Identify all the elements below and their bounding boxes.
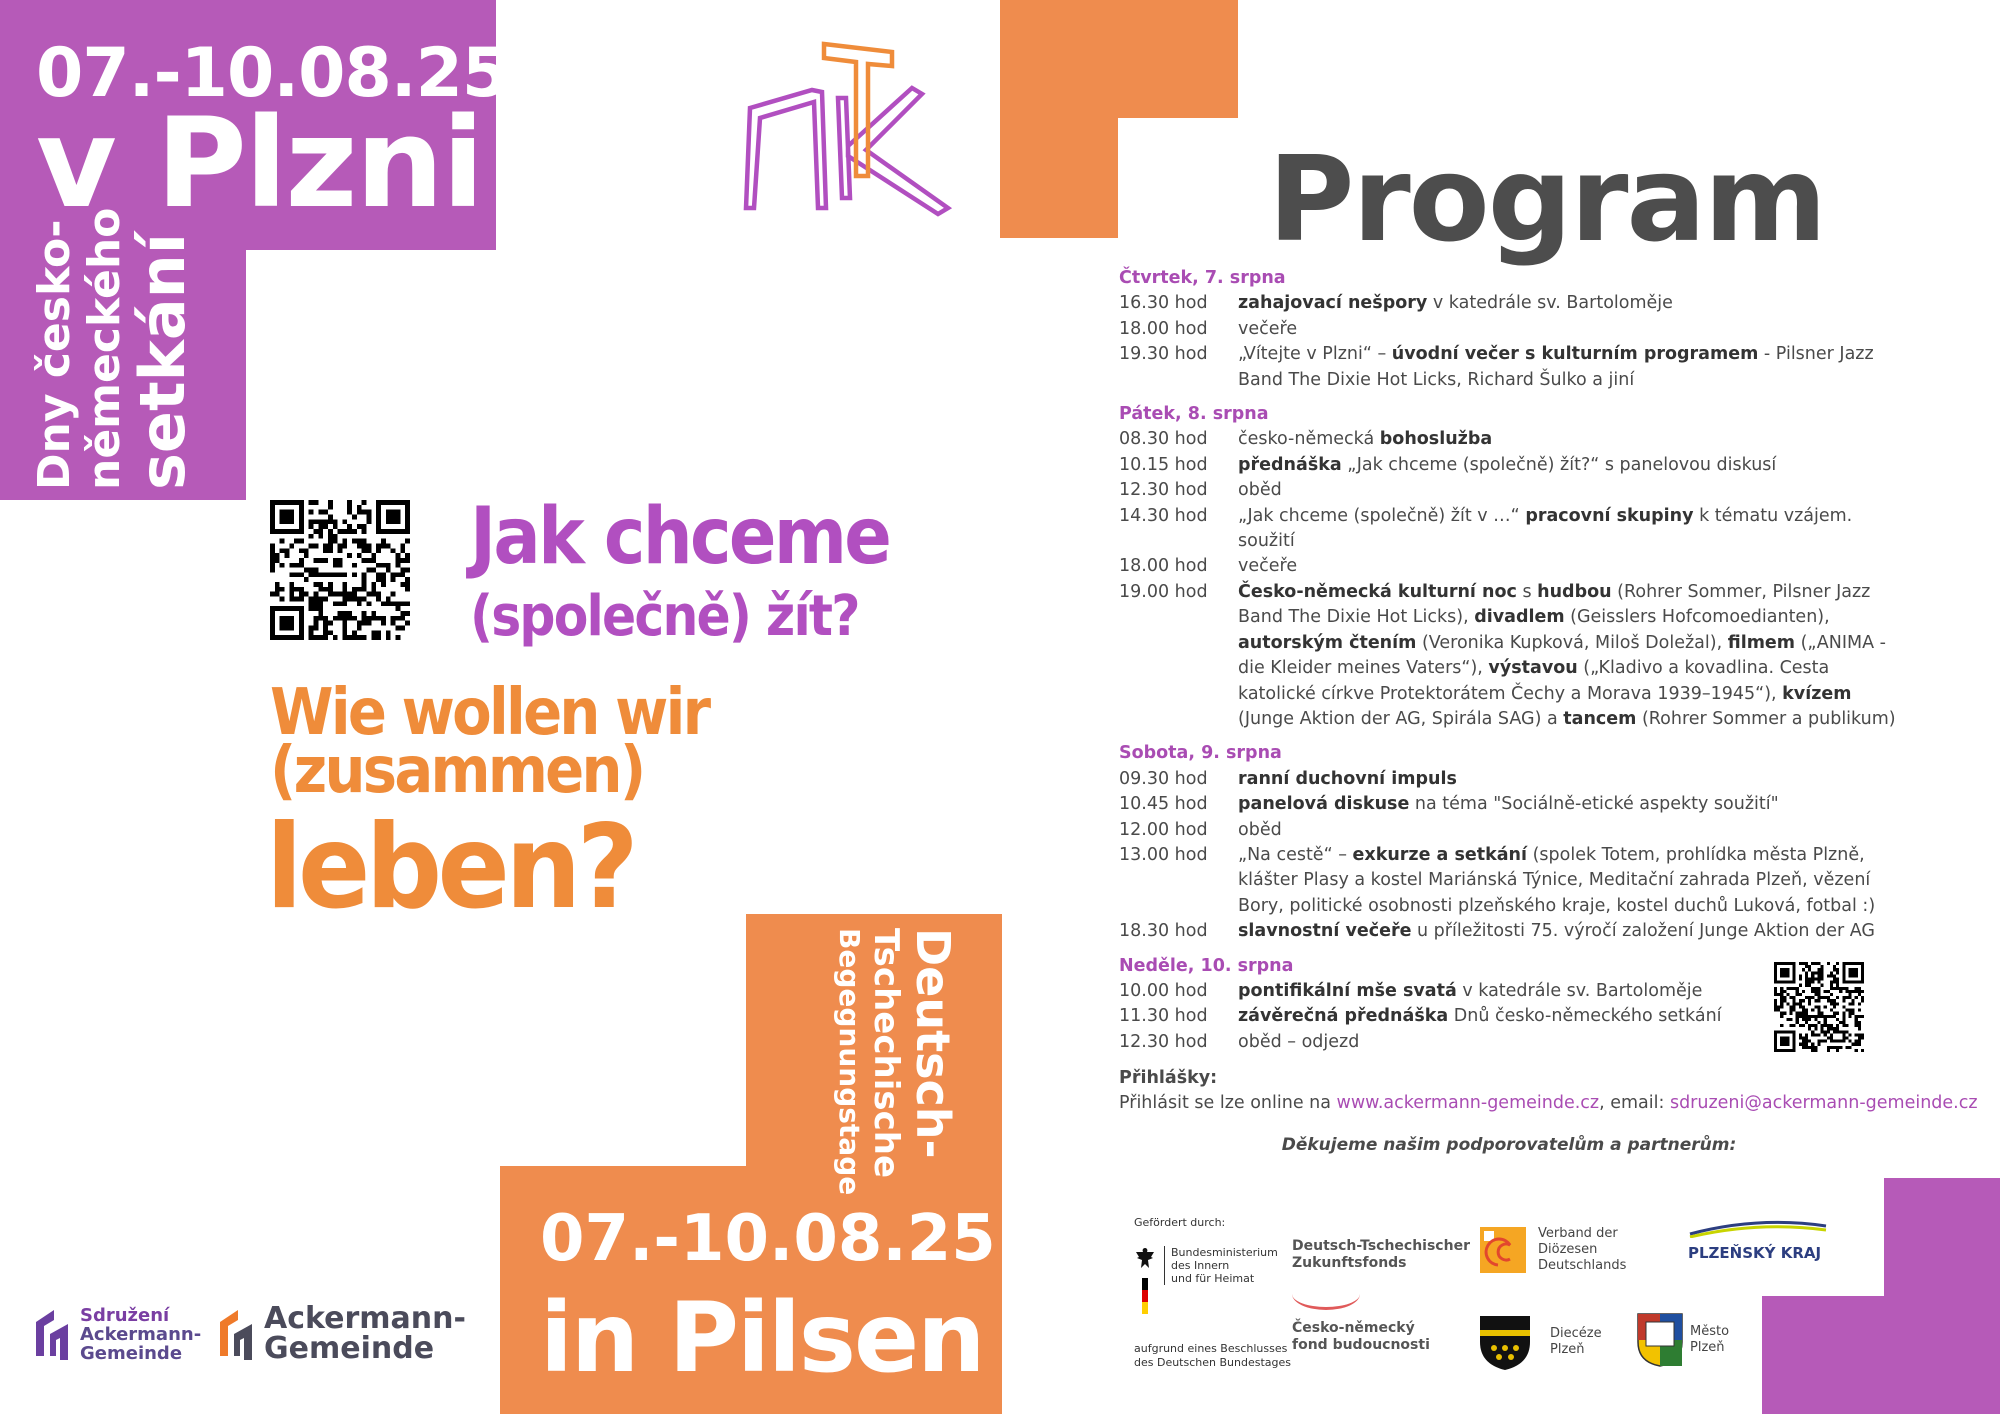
- registration-prefix: Přihlásit se lze online na: [1119, 1093, 1337, 1113]
- program-item-description: oběd: [1238, 480, 1282, 501]
- program-item: [1119, 767, 1899, 792]
- program-item: [1119, 504, 1899, 555]
- program-item: [1119, 478, 1899, 503]
- org2-line1: Ackermann-: [264, 1301, 466, 1336]
- plzensky-kraj-label: PLZEŇSKÝ KRAJ: [1688, 1244, 1822, 1262]
- sponsor-fond-budoucnosti: [1292, 1320, 1430, 1354]
- program-day-label: Sobota, 9. srpna: [1119, 743, 1282, 764]
- footer-vertical-title: [832, 928, 960, 1195]
- org-logo-ackermann: [216, 1301, 466, 1366]
- sponsor-diecze-plzen: [1478, 1312, 1602, 1372]
- program-item-time: 18.00 hod: [1119, 318, 1208, 339]
- program-item-time: 19.00 hod: [1119, 581, 1208, 602]
- program-item: [1119, 554, 1899, 579]
- program-item: [1119, 317, 1899, 342]
- cnf-line2: fond budoucnosti: [1292, 1337, 1430, 1353]
- bmi-line1: Bundesministerium: [1171, 1246, 1278, 1259]
- program-item-time: 08.30 hod: [1119, 429, 1208, 450]
- slogan-de-line2: (zusammen): [270, 734, 644, 808]
- program-item: [1119, 342, 1899, 393]
- slogan-de-line3: leben?: [266, 800, 635, 935]
- program-item-description: večeře: [1238, 556, 1298, 577]
- bundestag-line2: des Deutschen Bundestages: [1134, 1356, 1291, 1369]
- program-item-time: 09.30 hod: [1119, 768, 1208, 789]
- diocese-shield-icon: [1478, 1312, 1532, 1372]
- ag-mark-icon: [216, 1304, 258, 1364]
- program-item-description: „Na cestě“ – exkurze a setkání (spolek Totem, prohlídka města Plzně, klášter Plasy a kostel Mariánská Týnice, Meditační zahrada Plzeň, vězení Bory, politické osobnosti plzeňského kraje, kostel duchů Luková, fotbal :): [1238, 844, 1876, 916]
- sponsor-bmi: [1134, 1246, 1278, 1314]
- zukunftsfonds-arc-icon: [1292, 1278, 1360, 1310]
- decor-orange-block-top: [1000, 0, 1238, 118]
- program-item-description: panelová diskuse na téma "Sociálně-etické aspekty soužití": [1238, 794, 1779, 815]
- eagle-icon: [1134, 1246, 1156, 1270]
- footer-city: in Pilsen: [540, 1282, 984, 1394]
- org2-line2: Gemeinde: [264, 1331, 435, 1366]
- program-item: [1119, 792, 1899, 817]
- program-item-time: 11.30 hod: [1119, 1006, 1208, 1027]
- program-item-description: „Jak chceme (společně) žít v …“ pracovní skupiny k tématu vzájem. soužití: [1238, 505, 1853, 552]
- ag-mark-icon: [32, 1304, 74, 1364]
- slogan-cz-line2: (společně) žít?: [470, 584, 859, 649]
- program-item-time: 18.30 hod: [1119, 921, 1208, 942]
- program-item-description: přednáška „Jak chceme (společně) žít?“ s panelovou diskusí: [1238, 454, 1777, 475]
- slogan-de-line1: Wie wollen wir: [270, 676, 709, 750]
- mp-line2: Plzeň: [1690, 1340, 1725, 1355]
- dtz-line2: Zukunftsfonds: [1292, 1255, 1407, 1271]
- program-item-time: 12.30 hod: [1119, 1031, 1208, 1052]
- program-day-label: Čtvrtek, 7. srpna: [1119, 268, 1286, 288]
- qr-code-icon: [270, 500, 410, 640]
- cnf-line1: Česko-německý: [1292, 1320, 1415, 1336]
- org-logo-sdruzeni: [32, 1304, 201, 1364]
- program-item-time: 12.00 hod: [1119, 819, 1208, 840]
- german-flag-icon: [1142, 1278, 1148, 1314]
- sponsor-zukunftsfonds: [1292, 1238, 1470, 1316]
- event-logo-icon: [742, 38, 952, 218]
- program-item-time: 19.30 hod: [1119, 344, 1208, 365]
- org1-line1: Sdružení: [80, 1304, 170, 1326]
- bundestag-line1: aufgrund eines Beschlusses: [1134, 1342, 1288, 1355]
- program-item-description: oběd – odjezd: [1238, 1031, 1360, 1052]
- vdd-line1: Verband der: [1538, 1226, 1618, 1241]
- dp-line1: Diecéze: [1550, 1326, 1602, 1341]
- vertical-title-line3: setkání: [126, 232, 199, 490]
- plzensky-kraj-swoosh-icon: [1688, 1218, 1828, 1238]
- program-item: [1119, 580, 1899, 732]
- plzen-coat-of-arms-icon: [1636, 1312, 1684, 1368]
- decor-purple-block-bottom-step: [1884, 1178, 2000, 1296]
- program-day-label: Pátek, 8. srpna: [1119, 404, 1269, 425]
- email-link[interactable]: sdruzeni@ackermann-gemeinde.cz: [1669, 1093, 1978, 1113]
- registration-mid: , email:: [1599, 1093, 1670, 1113]
- bmi-line2: des Innern: [1171, 1259, 1230, 1272]
- dp-line2: Plzeň: [1550, 1342, 1585, 1357]
- program-item-time: 12.30 hod: [1119, 480, 1208, 501]
- vdd-line2: Diözesen: [1538, 1242, 1598, 1257]
- program-item-description: závěrečná přednáška Dnů česko-německého setkání: [1238, 1006, 1722, 1027]
- program-item-description: česko-německá bohoslužba: [1238, 429, 1493, 450]
- thanks-heading: Děkujeme našim podporovatelům a partnerům:: [1281, 1135, 1737, 1155]
- header-date: 07.-10.08.25: [36, 34, 509, 113]
- program-item-time: 18.00 hod: [1119, 556, 1208, 577]
- program-item-time: 14.30 hod: [1119, 505, 1208, 526]
- program-item-time: 13.00 hod: [1119, 844, 1208, 865]
- program-item: [1119, 818, 1899, 843]
- program-item: [1119, 291, 1899, 316]
- program-title: Program: [1268, 130, 1825, 268]
- vdd-line3: Deutschlands: [1538, 1258, 1627, 1273]
- dtz-line1: Deutsch-Tschechischer: [1292, 1238, 1470, 1254]
- program-item: [1119, 453, 1899, 478]
- program-item-time: 10.00 hod: [1119, 980, 1208, 1001]
- program-item-description: slavnostní večeře u příležitosti 75. výročí založení Junge Aktion der AG: [1238, 921, 1875, 942]
- program-schedule: [1119, 266, 1899, 1055]
- program-item-description: zahajovací nešpory v katedrále sv. Bartoloměje: [1238, 293, 1673, 314]
- program-item: [1119, 843, 1899, 919]
- decor-orange-block-top-step: [1000, 118, 1118, 238]
- footer-vertical-line3: Begegnungstage: [833, 928, 866, 1196]
- vertical-title-line2: německého: [79, 207, 130, 490]
- program-item-description: „Vítejte v Plzni“ – úvodní večer s kulturním programem - Pilsner Jazz Band The Dixie Hot Licks, Richard Šulko a jiní: [1238, 344, 1874, 390]
- slogan-cz-line1: Jak chceme: [470, 492, 890, 582]
- program-item-description: ranní duchovní impuls: [1238, 768, 1457, 789]
- footer-vertical-line2: Tschechische: [866, 928, 906, 1179]
- program-item-description: Česko-německá kulturní noc s hudbou (Rohrer Sommer, Pilsner Jazz Band The Dixie Hot Licks), divadlem (Geisslers Hofcomoedianten), autorským čtením (Veronika Kupková, Miloš Doležal), filmem („ANIMA - die Kleider meines Vaters“), výstavou („Kladivo a kovadlina. Cesta katolické církve Protektorátem Čechy a Morava 1939–1945“), kvízem (Junge Aktion der AG, Spirála SAG) a tancem (Rohrer Sommer a publikum): [1238, 581, 1896, 729]
- program-item-description: večeře: [1238, 318, 1298, 339]
- org1-line3: Gemeinde: [80, 1342, 183, 1364]
- program-item-time: 16.30 hod: [1119, 293, 1208, 314]
- sponsor-mesto-plzen: [1636, 1312, 1729, 1368]
- program-item-time: 10.15 hod: [1119, 454, 1208, 475]
- sponsor-bundestag-note: [1134, 1342, 1291, 1370]
- decor-purple-block-bottom: [1762, 1296, 2000, 1414]
- registration-heading: Přihlášky:: [1119, 1068, 1218, 1088]
- qr-code-icon: [1774, 962, 1864, 1052]
- program-item-description: oběd: [1238, 819, 1282, 840]
- footer-vertical-line1: Deutsch-: [906, 928, 960, 1159]
- mp-line1: Město: [1690, 1324, 1730, 1339]
- vdd-spiral-icon: [1480, 1227, 1526, 1273]
- footer-date: 07.-10.08.25: [540, 1202, 996, 1276]
- vertical-title-line1: Dny česko-: [29, 219, 80, 490]
- sponsor-plzensky-kraj: [1688, 1218, 1828, 1262]
- program-item-time: 10.45 hod: [1119, 794, 1208, 815]
- sponsor-gefoerdert-label: Gefördert durch:: [1134, 1216, 1226, 1229]
- program-day-label: Neděle, 10. srpna: [1119, 955, 1294, 976]
- program-item-description: pontifikální mše svatá v katedrále sv. Bartoloměje: [1238, 980, 1703, 1001]
- header-city: v Plzni: [36, 92, 483, 236]
- program-item: [1119, 919, 1899, 944]
- bmi-line3: und für Heimat: [1171, 1272, 1255, 1285]
- org1-line2: Ackermann-: [80, 1323, 202, 1345]
- website-link[interactable]: www.ackermann-gemeinde.cz: [1336, 1093, 1600, 1113]
- registration: [1119, 1066, 1978, 1116]
- program-item: [1119, 427, 1899, 452]
- header-vertical-title: [29, 207, 199, 490]
- registration-text: [1119, 1091, 1978, 1116]
- sponsor-vdd: [1480, 1226, 1626, 1274]
